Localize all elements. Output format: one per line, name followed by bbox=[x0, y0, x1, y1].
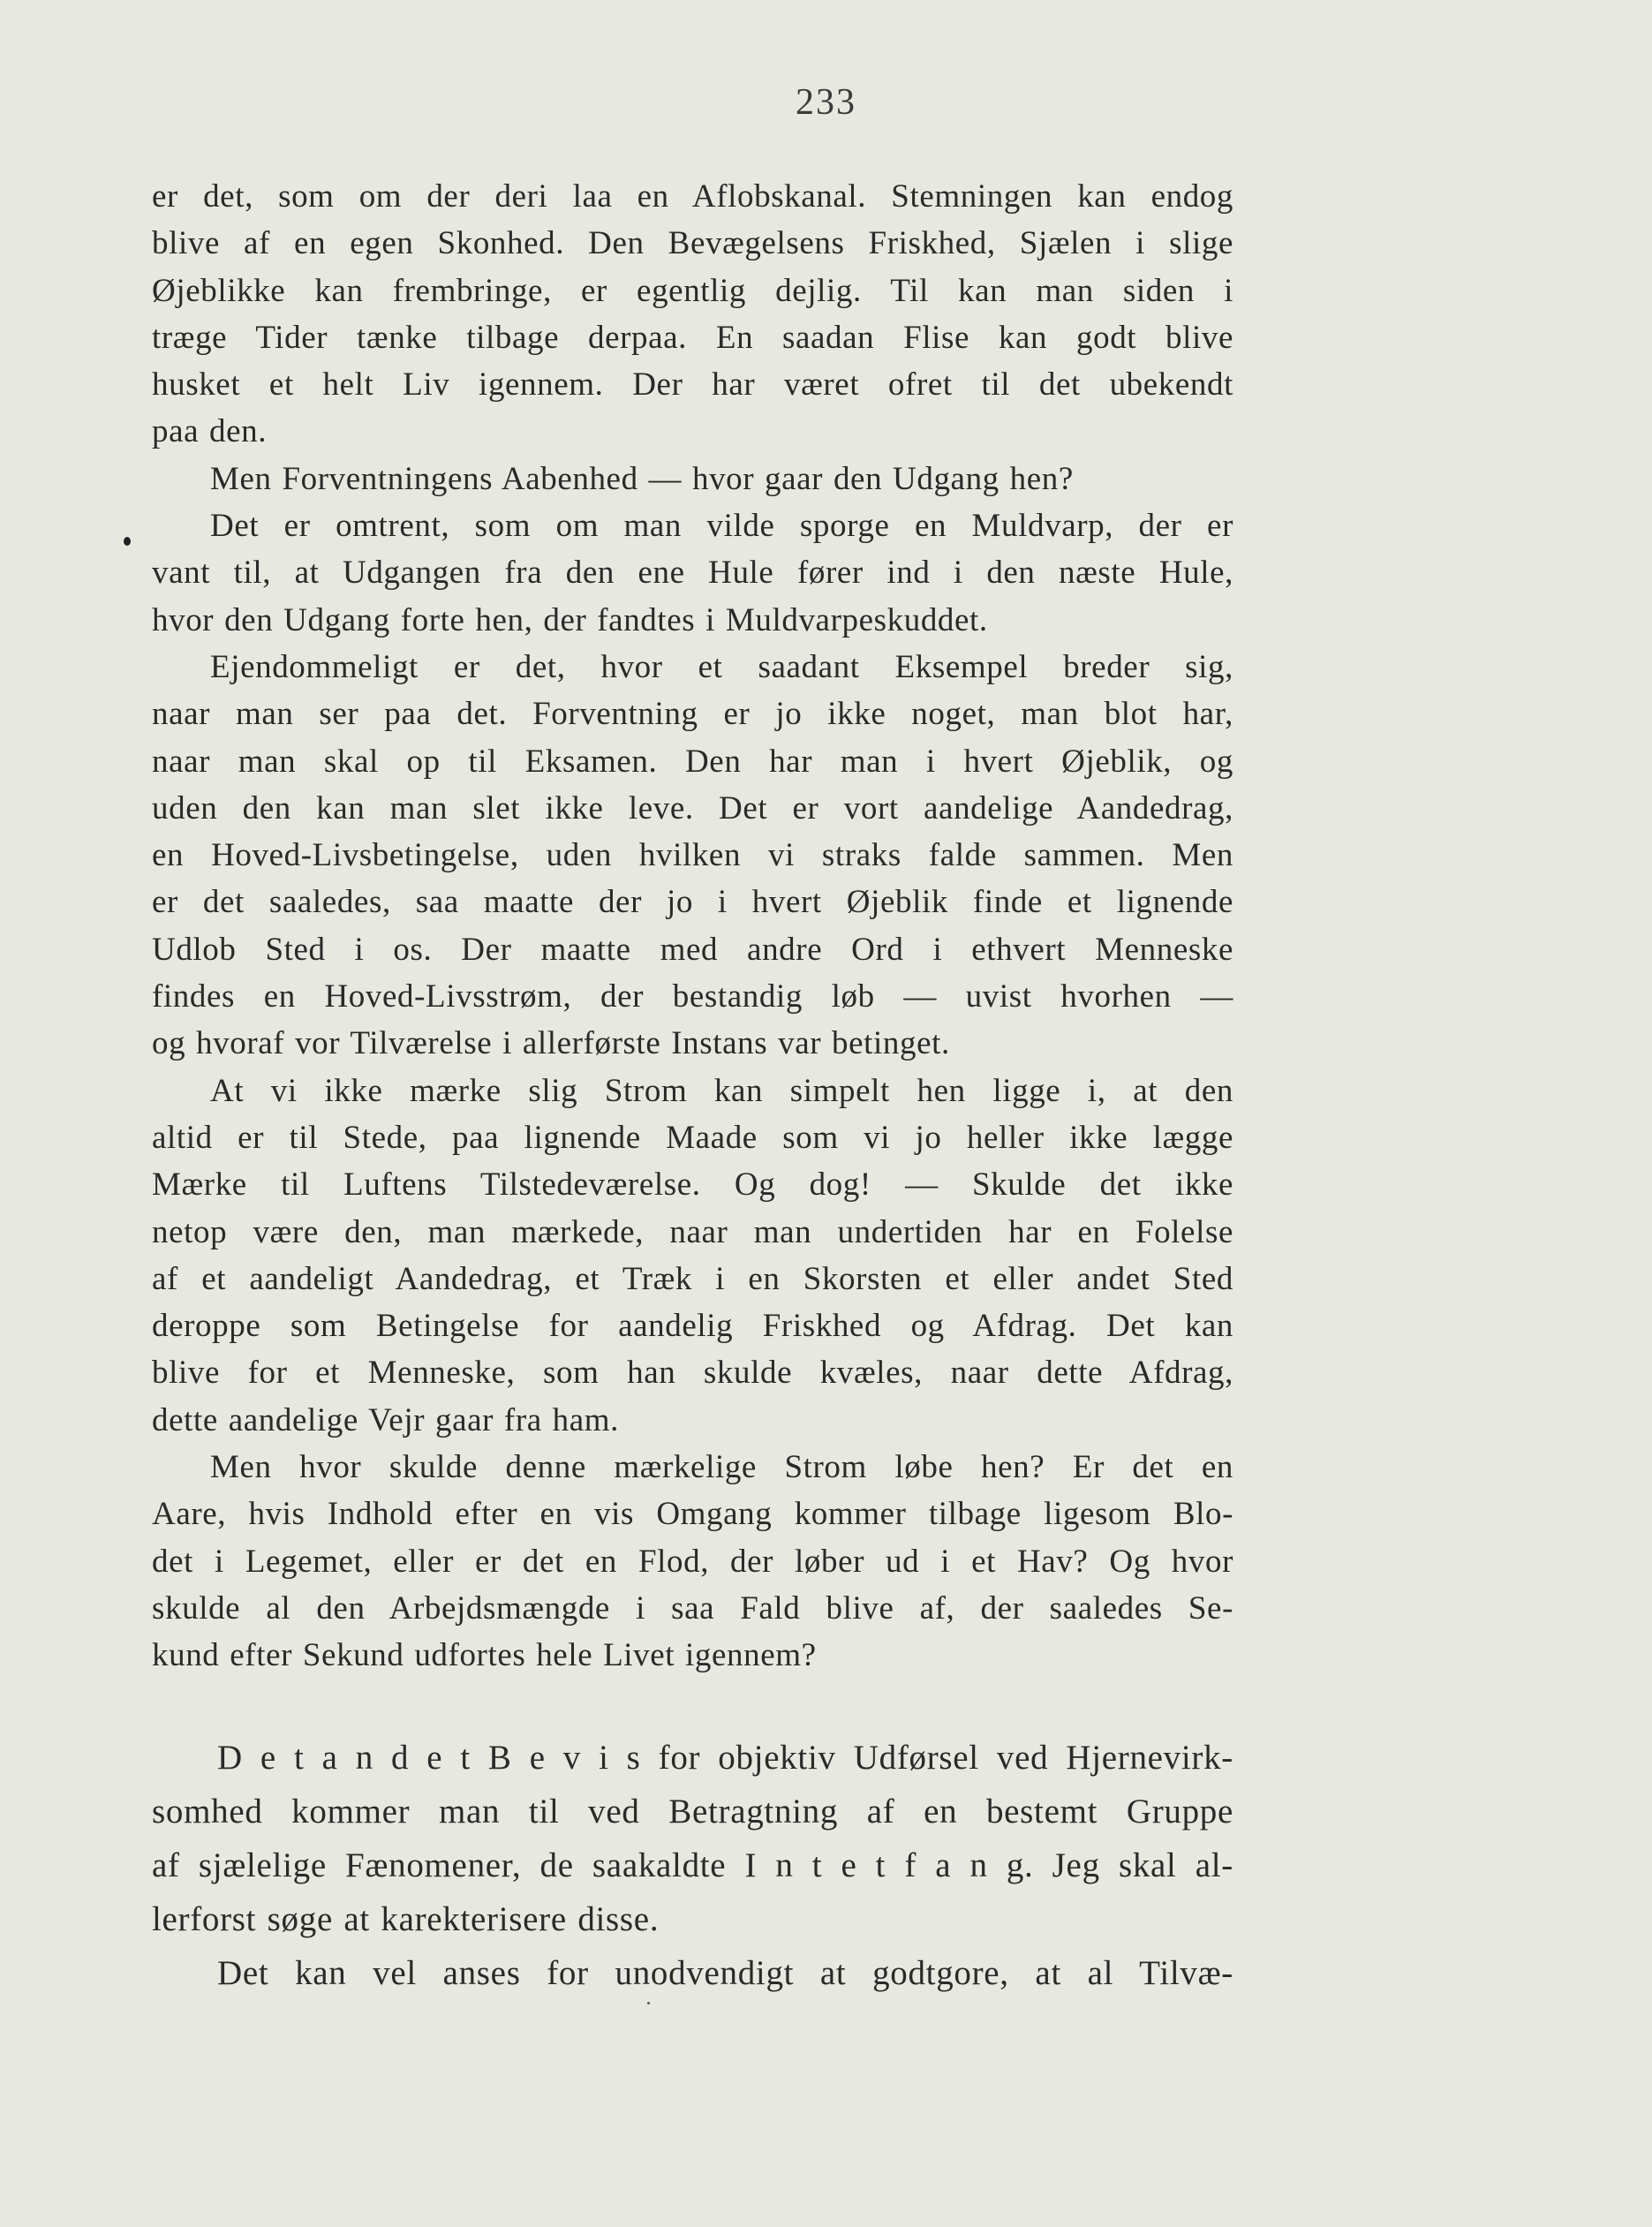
text-line: Mærke til Luftens Tilstedeværelse. Og dog! — Skulde det ikke bbox=[152, 1166, 1233, 1204]
text-line: Aare, hvis Indhold efter en vis Omgang kommer tilbage ligesom Blo- bbox=[152, 1496, 1233, 1533]
text-line: det i Legemet, eller er det en Flod, der løber ud i et Hav? Og hvor bbox=[152, 1543, 1233, 1580]
text-line: lerforst søge at karekterisere disse. bbox=[152, 1900, 660, 1938]
text-line: paa den. bbox=[152, 413, 268, 450]
section-text bbox=[152, 1731, 1233, 2000]
text-line: Men Forventningens Aabenhed — hvor gaar den Udgang hen? bbox=[210, 460, 1074, 497]
text-line: somhed kommer man til ved Betragtning af en bestemt Gruppe bbox=[152, 1793, 1233, 1831]
text-line: er det, som om der deri laa en Aflobskanal. Stemningen kan endog bbox=[152, 178, 1233, 215]
text-line: kund efter Sekund udfortes hele Livet igennem? bbox=[152, 1637, 817, 1674]
text-line: naar man skal op til Eksamen. Den har man i hvert Øjeblik, og bbox=[152, 743, 1233, 780]
text-line: Øjeblikke kan frembringe, er egentlig dejlig. Til kan man siden i bbox=[152, 272, 1233, 309]
text-line: hvor den Udgang forte hen, der fandtes i Muldvarpeskuddet. bbox=[152, 601, 988, 638]
text-line: af et aandeligt Aandedrag, et Træk i en Skorsten et eller andet Sted bbox=[152, 1260, 1233, 1297]
text-line: af sjælelige Fænomener, de saakaldte I n t e t f a n g. Jeg skal al- bbox=[152, 1846, 1233, 1884]
text-line: Det kan vel anses for unodvendigt at godtgore, at al Tilvæ- bbox=[217, 1954, 1233, 1992]
text-line: Ejendommeligt er det, hvor et saadant Eksempel breder sig, bbox=[210, 648, 1233, 685]
text-line: deroppe som Betingelse for aandelig Friskhed og Afdrag. Det kan bbox=[152, 1308, 1233, 1345]
text-line: D e t a n d e t B e v i s for objektiv Udførsel ved Hjernevirk- bbox=[217, 1739, 1233, 1777]
text-line: vant til, at Udgangen fra den ene Hule fører ind i den næste Hule, bbox=[152, 555, 1233, 592]
text-line: Men hvor skulde denne mærkelige Strom løbe hen? Er det en bbox=[210, 1449, 1233, 1486]
text-line: skulde al den Arbejdsmængde i saa Fald blive af, der saaledes Se- bbox=[152, 1589, 1233, 1627]
body-text bbox=[152, 173, 1233, 1680]
page-number: 233 bbox=[796, 82, 856, 123]
text-line: altid er til Stede, paa lignende Maade som vi jo heller ikke lægge bbox=[152, 1119, 1233, 1156]
text-line: uden den kan man slet ikke leve. Det er vort aandelige Aandedrag, bbox=[152, 789, 1233, 827]
text-line: naar man ser paa det. Forventning er jo ikke noget, man blot har, bbox=[152, 696, 1233, 733]
text-line: og hvoraf vor Tilværelse i allerførste Instans var betinget. bbox=[152, 1025, 950, 1062]
text-line: findes en Hoved-Livsstrøm, der bestandig løb — uvist hvorhen — bbox=[152, 978, 1233, 1015]
text-line: Det er omtrent, som om man vilde sporge en Muldvarp, der er bbox=[210, 508, 1233, 545]
text-line: blive af en egen Skonhed. Den Bevægelsens Friskhed, Sjælen i slige bbox=[152, 225, 1233, 262]
text-line: netop være den, man mærkede, naar man undertiden har en Folelse bbox=[152, 1213, 1233, 1250]
text-line: træge Tider tænke tilbage derpaa. En saadan Flise kan godt blive bbox=[152, 319, 1233, 356]
text-line: dette aandelige Vejr gaar fra ham. bbox=[152, 1401, 619, 1438]
text-line: er det saaledes, saa maatte der jo i hvert Øjeblik finde et lignende bbox=[152, 884, 1233, 921]
text-line: Udlob Sted i os. Der maatte med andre Ord i ethvert Menneske bbox=[152, 931, 1233, 968]
ink-speck bbox=[124, 537, 131, 546]
ink-speck bbox=[647, 2002, 650, 2004]
text-line: husket et helt Liv igennem. Der har været ofret til det ubekendt bbox=[152, 366, 1233, 404]
text-line: At vi ikke mærke slig Strom kan simpelt hen ligge i, at den bbox=[210, 1072, 1233, 1109]
text-line: blive for et Menneske, som han skulde kvæles, naar dette Afdrag, bbox=[152, 1355, 1233, 1392]
text-line: en Hoved-Livsbetingelse, uden hvilken vi straks falde sammen. Men bbox=[152, 837, 1233, 874]
